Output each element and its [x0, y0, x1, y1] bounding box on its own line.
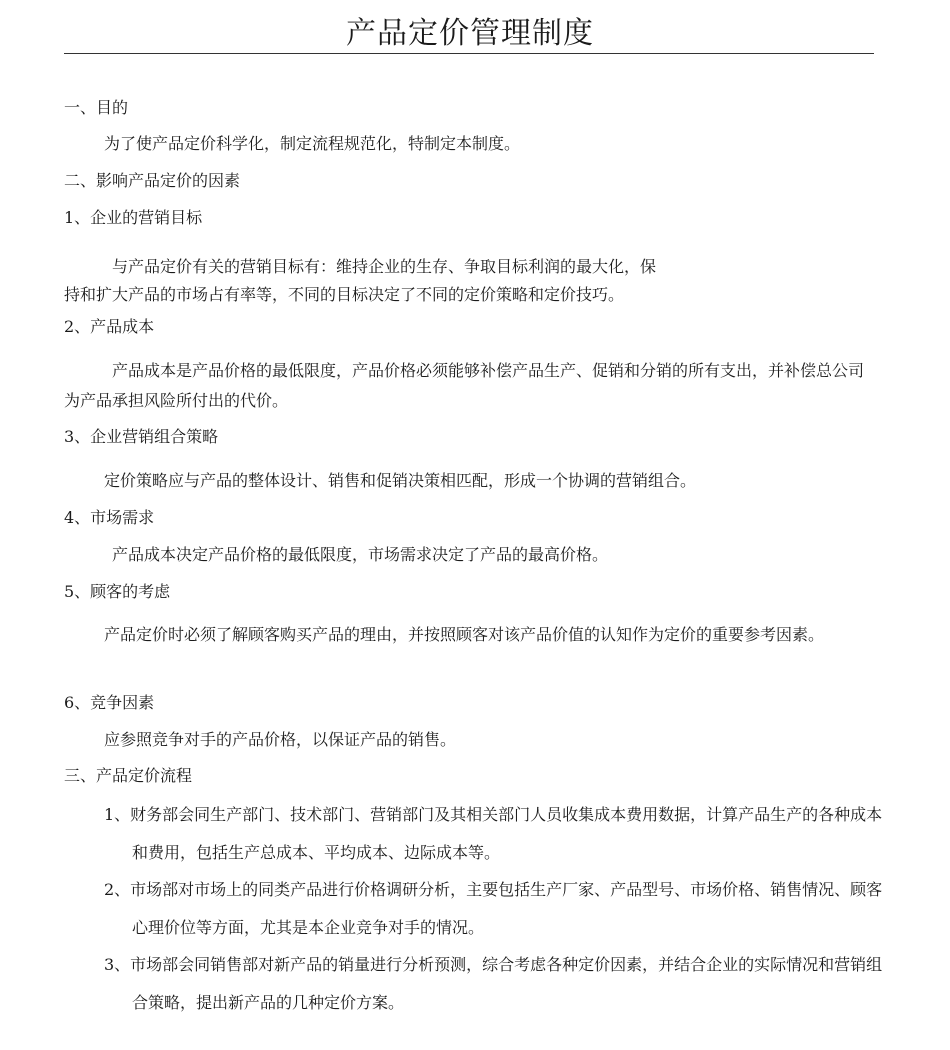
process-step-3: 3、市场部会同销售部对新产品的销量进行分析预测，综合考虑各种定价因素，并结合企业的实际情况和营销组合策略，提出新产品的几种定价方案。 — [104, 955, 883, 1012]
customer-paragraph: 产品定价时必须了解顾客购买产品的理由，并按照顾客对该产品价值的认知作为定价的重要参考因素。 — [104, 625, 825, 644]
section-heading-factors: 二、影响产品定价的因素 — [64, 171, 241, 190]
factor-heading-market-demand: 4、市场需求 — [64, 508, 155, 527]
purpose-paragraph: 为了使产品定价科学化，制定流程规范化，特制定本制度。 — [104, 134, 521, 153]
product-cost-paragraph: 产品成本是产品价格的最低限度，产品价格必须能够补偿产品生产、促销和分销的所有支出，并补偿总公司为产品承担风险所付出的代价。 — [64, 361, 865, 410]
section-heading-purpose: 一、目的 — [64, 98, 129, 117]
section-heading-pricing-process: 三、产品定价流程 — [64, 766, 193, 785]
title-divider — [64, 53, 874, 54]
document-title: 产品定价管理制度 — [346, 16, 594, 51]
marketing-goals-paragraph-line-2: 持和扩大产品的市场占有率等，不同的目标决定了不同的定价策略和定价技巧。 — [64, 285, 625, 304]
factor-heading-customer: 5、顾客的考虑 — [64, 582, 171, 601]
factor-heading-marketing-goals: 1、企业的营销目标 — [64, 208, 203, 227]
process-step-2: 2、市场部对市场上的同类产品进行价格调研分析，主要包括生产厂家、产品型号、市场价格、销售情况、顾客心理价位等方面，尤其是本企业竞争对手的情况。 — [104, 880, 883, 937]
marketing-mix-paragraph: 定价策略应与产品的整体设计、销售和促销决策相匹配，形成一个协调的营销组合。 — [104, 471, 697, 490]
factor-heading-product-cost: 2、产品成本 — [64, 317, 155, 336]
process-step-1: 1、财务部会同生产部门、技术部门、营销部门及其相关部门人员收集成本费用数据，计算产品生产的各种成本和费用，包括生产总成本、平均成本、边际成本等。 — [104, 805, 883, 862]
marketing-goals-paragraph-line-1: 与产品定价有关的营销目标有：维持企业的生存、争取目标利润的最大化，保 — [112, 257, 657, 276]
market-demand-paragraph: 产品成本决定产品价格的最低限度，市场需求决定了产品的最高价格。 — [112, 545, 609, 564]
factor-heading-marketing-mix: 3、企业营销组合策略 — [64, 427, 219, 446]
factor-heading-competition: 6、竞争因素 — [64, 693, 155, 712]
competition-paragraph: 应参照竞争对手的产品价格，以保证产品的销售。 — [104, 730, 457, 749]
